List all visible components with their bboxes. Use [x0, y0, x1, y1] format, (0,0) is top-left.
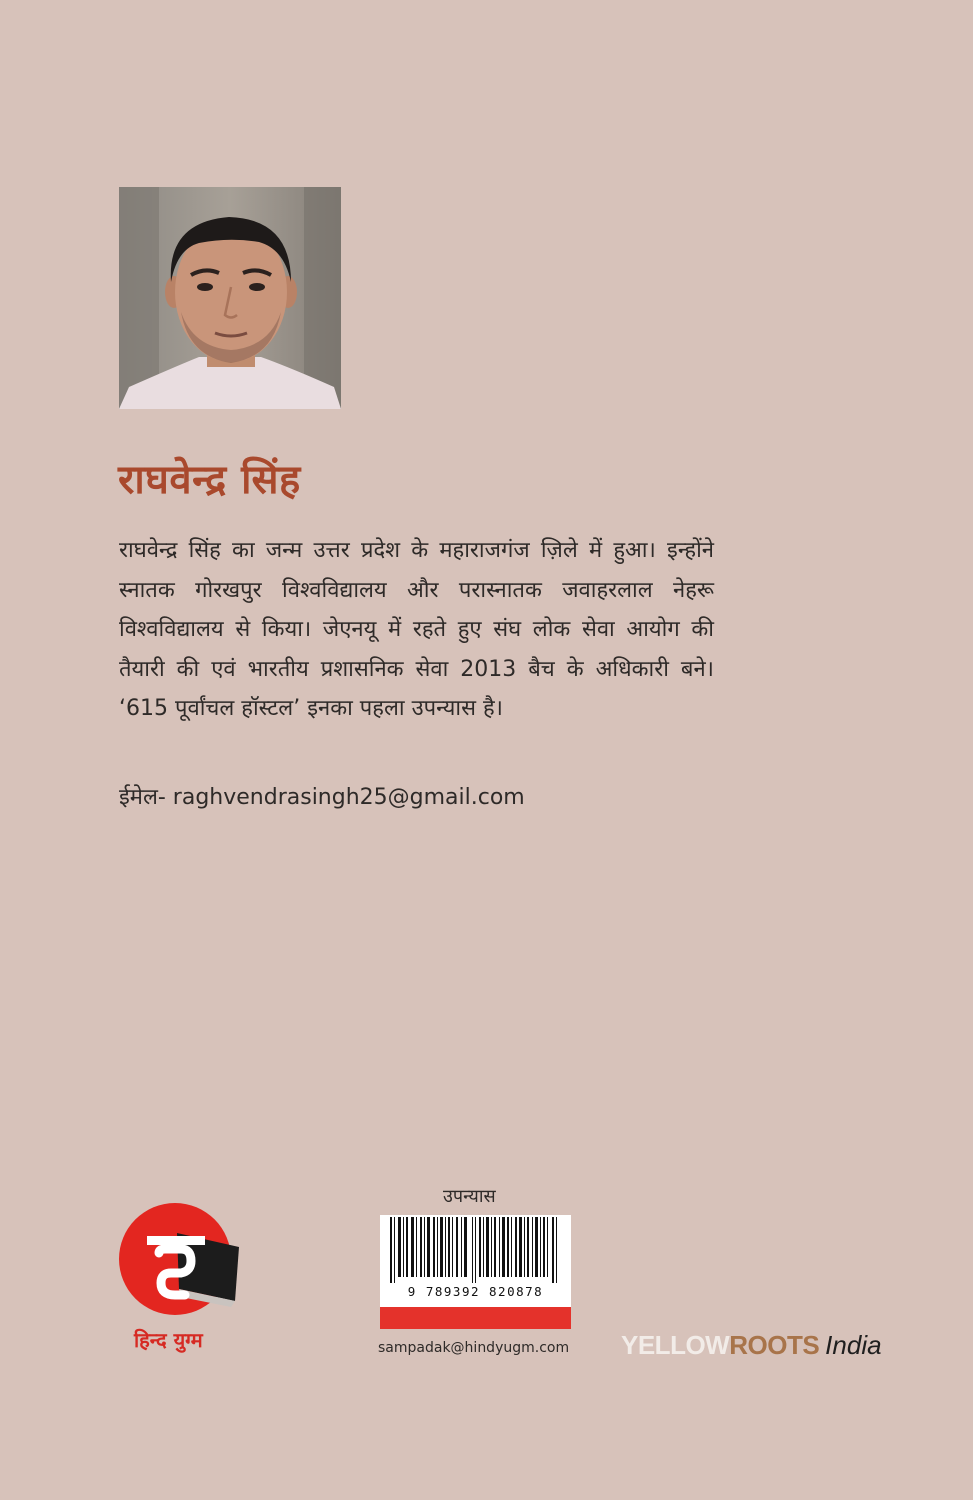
yellowroots-logo-india: India [825, 1330, 882, 1360]
yellowroots-logo [621, 1330, 882, 1361]
publisher-email: sampadak@hindyugm.com [378, 1340, 570, 1356]
barcode-red-strip [380, 1307, 571, 1329]
author-email: ईमेल- raghvendrasingh25@gmail.com [119, 785, 525, 810]
author-name: राघवेन्द्र सिंह [118, 457, 301, 503]
hind-yugm-logo [119, 1203, 239, 1323]
author-bio: राघवेन्द्र सिंह का जन्म उत्तर प्रदेश के महाराजगंज ज़िले में हुआ। इन्होंने स्नातक गोरखपुर विश्वविद्यालय और परास्नातक जवाहरलाल नेहरू विश्वविद्यालय से किया। जेएनयू में रहते हुए संघ लोक सेवा आयोग की तैयारी की एवं भारतीय प्रशासनिक सेवा 2013 बैच के अधिकारी बने। ‘615 पूर्वांचल हॉस्टल’ इनका पहला उपन्यास है। [119, 538, 714, 721]
yellowroots-logo-roots: ROOTS [729, 1330, 820, 1360]
isbn-barcode [380, 1215, 571, 1329]
author-photo [119, 187, 341, 409]
hind-yugm-logo-text: हिन्द युग्म [134, 1328, 203, 1352]
yellowroots-logo-yellow: YELLOW [621, 1330, 730, 1360]
isbn-number: 9 789392 820878 [407, 1284, 544, 1299]
genre-label: उपन्यास [443, 1186, 496, 1207]
